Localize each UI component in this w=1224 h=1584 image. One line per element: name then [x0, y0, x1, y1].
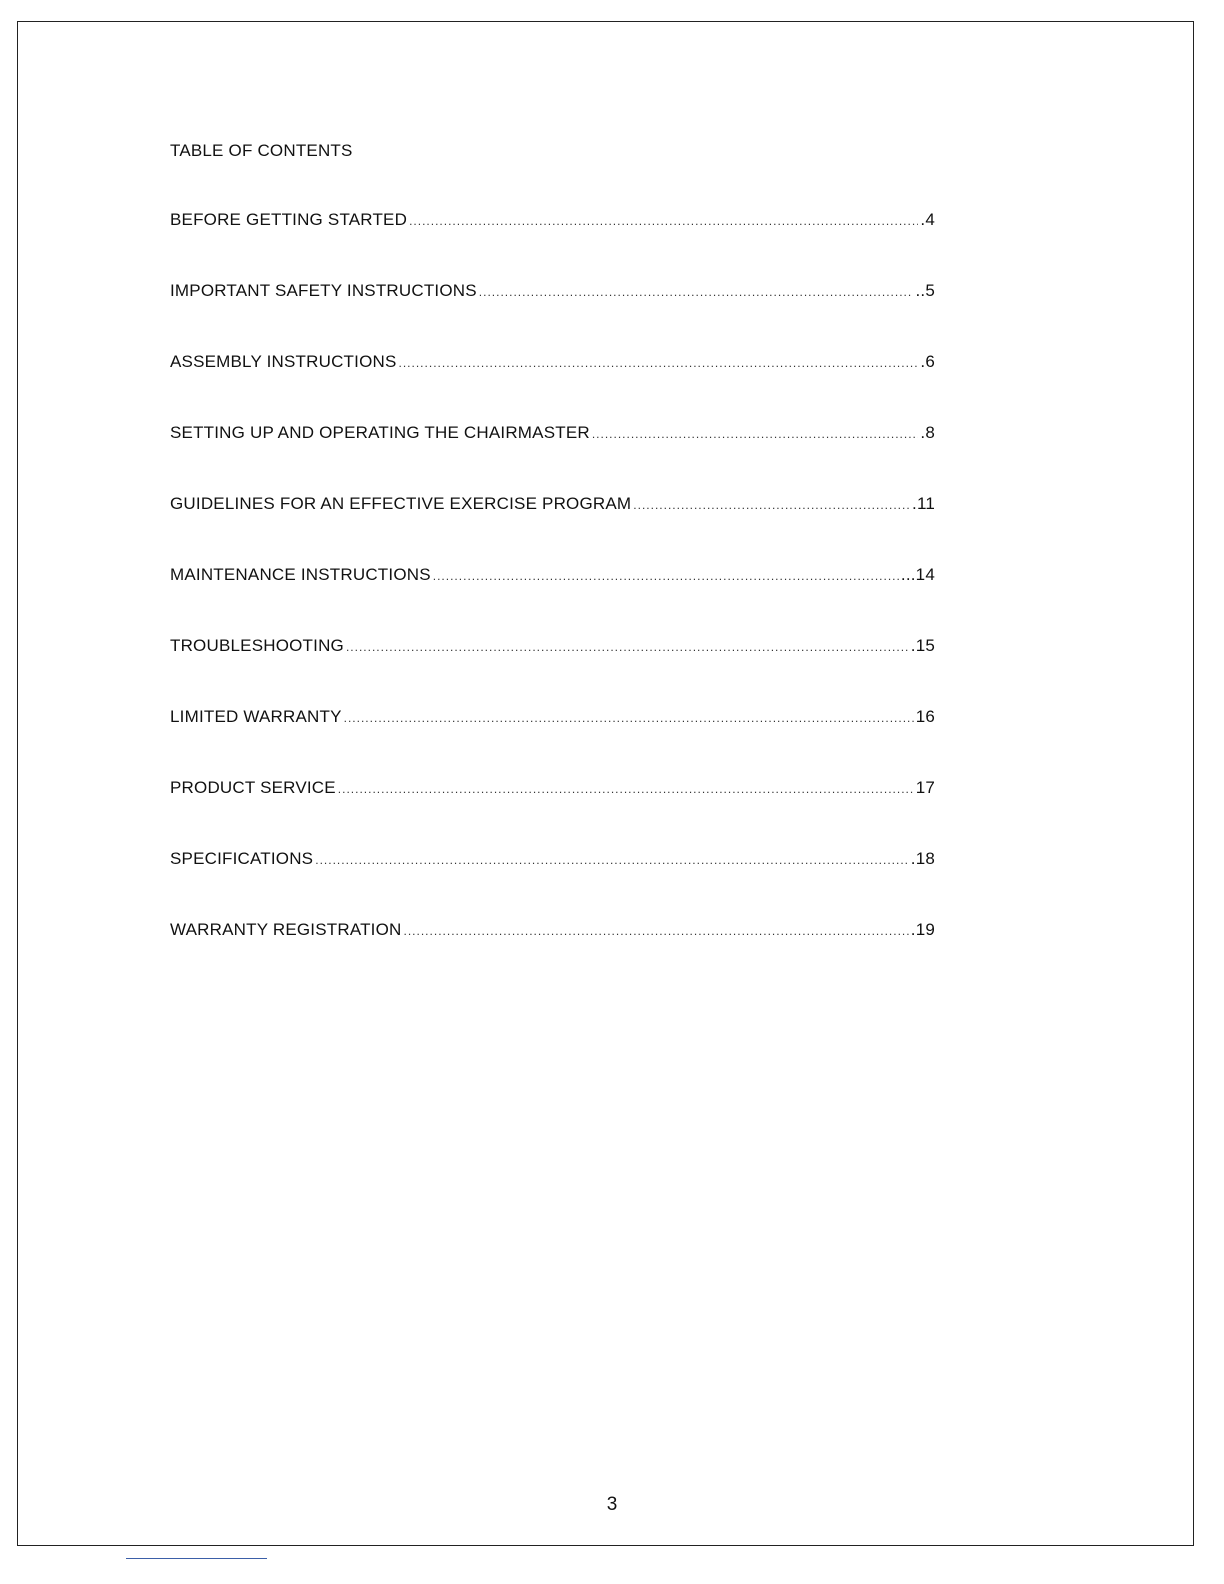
- toc-entry[interactable]: [170, 565, 935, 636]
- toc-entry-label: PRODUCT SERVICE: [170, 778, 336, 797]
- toc-entry[interactable]: [170, 707, 935, 778]
- toc-entry-page: ...14: [900, 565, 935, 584]
- toc-dot-leader: [409, 214, 918, 228]
- toc-entry-page: .11: [912, 494, 935, 513]
- toc-entry-page: ..5: [915, 281, 935, 300]
- toc-dot-leader: [479, 285, 914, 299]
- toc-entry-page: .18: [910, 849, 935, 868]
- toc-dot-leader: [433, 569, 899, 583]
- toc-entry-label: WARRANTY REGISTRATION: [170, 920, 402, 939]
- toc-entry-label: GUIDELINES FOR AN EFFECTIVE EXERCISE PROGRAM: [170, 494, 632, 513]
- toc-entry-page: .19: [910, 920, 935, 939]
- toc-entry[interactable]: [170, 636, 935, 707]
- toc-dot-leader: [315, 853, 909, 867]
- footnote-rule: [126, 1558, 267, 1559]
- toc-entry[interactable]: [170, 849, 935, 920]
- toc-entry-page: .4: [920, 210, 935, 229]
- toc-dot-leader: [346, 640, 909, 654]
- toc-entry-page: .8: [920, 423, 935, 442]
- toc-dot-leader: [399, 356, 919, 370]
- toc-entry[interactable]: [170, 210, 935, 281]
- toc-entry[interactable]: [170, 423, 935, 494]
- toc-entry-label: SETTING UP AND OPERATING THE CHAIRMASTER: [170, 423, 590, 442]
- toc-entry-label: TROUBLESHOOTING: [170, 636, 344, 655]
- toc-entry-label: SPECIFICATIONS: [170, 849, 314, 868]
- toc-entry-label: IMPORTANT SAFETY INSTRUCTIONS: [170, 281, 477, 300]
- toc-dot-leader: [338, 782, 914, 796]
- toc-entry-label: BEFORE GETTING STARTED: [170, 210, 408, 229]
- page-number: 3: [606, 1494, 618, 1515]
- toc-entry[interactable]: [170, 920, 935, 991]
- toc-entry-page: .6: [920, 352, 935, 371]
- toc-entry[interactable]: [170, 352, 935, 423]
- toc-entry-label: LIMITED WARRANTY: [170, 707, 342, 726]
- toc-dot-leader: [592, 427, 919, 441]
- toc-entry[interactable]: [170, 494, 935, 565]
- toc-title: TABLE OF CONTENTS: [170, 141, 353, 160]
- toc-entry-page: 16: [915, 707, 935, 726]
- toc-entry-page: 17: [915, 778, 935, 797]
- toc-dot-leader: [633, 498, 910, 512]
- toc-entry-label: ASSEMBLY INSTRUCTIONS: [170, 352, 397, 371]
- toc-dot-leader: [404, 924, 909, 938]
- toc-entry-label: MAINTENANCE INSTRUCTIONS: [170, 565, 431, 584]
- toc-entry-page: .15: [910, 636, 935, 655]
- toc-list: [170, 210, 935, 991]
- toc-entry[interactable]: [170, 281, 935, 352]
- toc-dot-leader: [344, 711, 914, 725]
- toc-entry[interactable]: [170, 778, 935, 849]
